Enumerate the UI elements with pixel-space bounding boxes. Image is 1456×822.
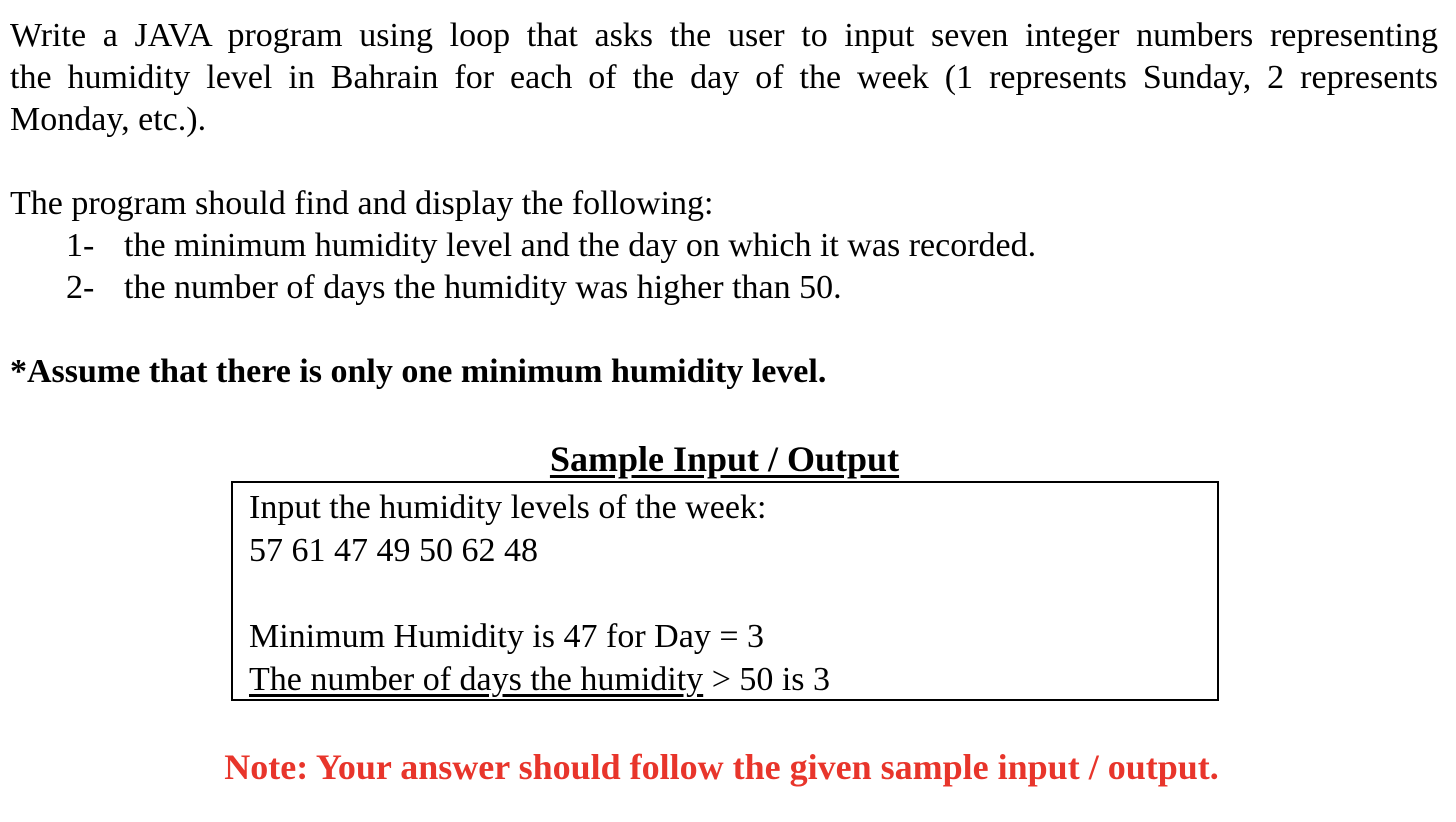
intro-line-2: the humidity level in Bahrain for each of the day of the week (1 represents Sunday, 2 represents: [10, 59, 1438, 96]
sample-io-box: [231, 481, 1219, 701]
intro-line-1: Write a JAVA program using loop that asks the user to input seven integer numbers representing: [10, 17, 1438, 54]
requirement-text: the minimum humidity level and the day on which it was recorded.: [124, 227, 1037, 264]
requirement-number: 2-: [66, 269, 95, 306]
sample-input-values: 57 61 47 49 50 62 48: [249, 532, 538, 569]
requirement-number: 1-: [66, 227, 95, 264]
question-intro: [10, 15, 1438, 141]
sample-output-min: Minimum Humidity is 47 for Day = 3: [249, 618, 764, 655]
requirement-item: [66, 267, 1036, 309]
requirements-list: [66, 225, 1036, 309]
requirement-item: [66, 225, 1036, 267]
sample-output-count-rest: > 50 is 3: [703, 661, 831, 698]
sample-title: [231, 438, 1218, 480]
requirement-text: the number of days the humidity was higher than 50.: [124, 269, 842, 306]
sample-title-text: Sample Input / Output: [549, 439, 900, 479]
requirements-heading: The program should find and display the following:: [10, 185, 714, 222]
sample-prompt-line: Input the humidity levels of the week:: [249, 489, 767, 526]
intro-line-3: Monday, etc.).: [10, 101, 207, 138]
note-text: Note: Your answer should follow the given sample input / output.: [224, 747, 1219, 787]
sample-output-count-underlined: The number of days the humidity: [249, 661, 704, 698]
assumption-note: *Assume that there is only one minimum humidity level.: [10, 353, 827, 390]
sample-output-count: [249, 659, 830, 701]
